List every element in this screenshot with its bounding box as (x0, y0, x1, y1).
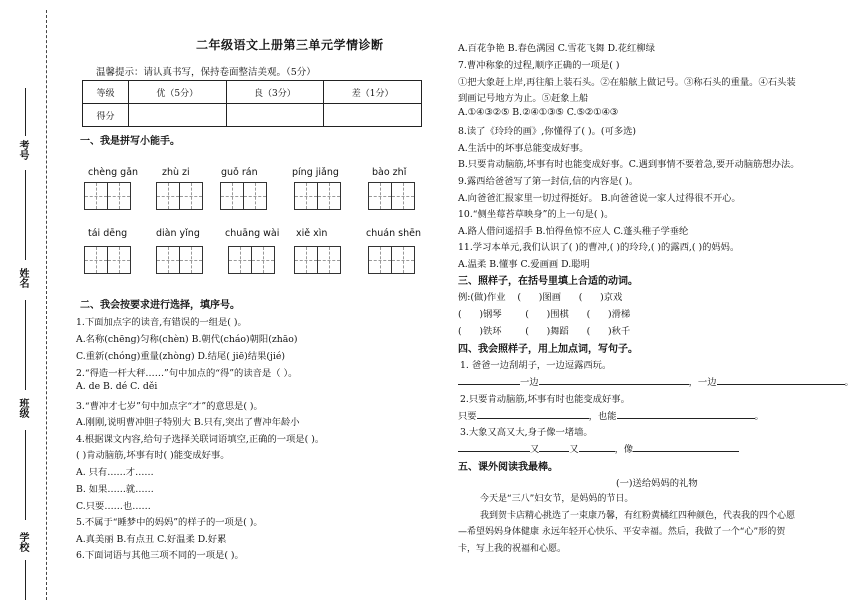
score-table-row (83, 81, 422, 104)
side-line-school (25, 560, 26, 600)
fill-word: 又 (569, 444, 579, 455)
fold-line (46, 10, 47, 600)
score-cell: 等级 (83, 81, 129, 104)
writing-tip: 温馨提示：请认真书写，保持卷面整洁美观。（5分） (96, 67, 316, 78)
fill-word: ，一边 (688, 377, 717, 388)
pinyin-7: diàn yǐng (156, 228, 200, 239)
writing-boxes[interactable] (84, 182, 130, 210)
side-label-name: 姓名 (17, 268, 28, 288)
verb-row: ( )钢琴 ( )围棋 ( )滑梯 (458, 309, 631, 320)
side-line-class (25, 430, 26, 520)
pinyin-3: guǒ rán (221, 167, 258, 178)
sentence-fill[interactable] (458, 374, 854, 388)
section-5-title: 五、课外阅读我最棒。 (458, 462, 558, 473)
question-line: A. 只有……才…… (76, 467, 154, 478)
writing-boxes[interactable] (368, 246, 414, 274)
question-line: A.名称(chēng)匀称(chèn) B.朝代(cháo)朝阳(zhāo) (76, 334, 298, 345)
score-table (82, 80, 422, 127)
question-line: C.重新(chóng)重量(zhòng) D.结尾( jiē)结果(jié) (76, 351, 285, 362)
question-line: 5.不属于“睡梦中的妈妈”的样子的一项是( )。 (76, 517, 263, 528)
question-line: 4.根据课文内容,给句子选择关联词语填空,正确的一项是( )。 (76, 434, 325, 445)
sentence-example: 3.大象又高又大,身子像一堵墙。 (460, 427, 593, 438)
score-cell: 得分 (83, 104, 129, 127)
score-cell[interactable] (128, 104, 226, 127)
side-line-exam-number-lower (25, 170, 26, 260)
side-label-exam-number: 考号 (17, 140, 28, 160)
question-line: 11.学习本单元,我们认识了( )的曹冲,( )的玲玲,( )的露西,( )的妈妈。 (458, 242, 740, 253)
fill-word: ，也能 (588, 411, 617, 422)
page-title: 二年级语文上册第三单元学情诊断 (196, 38, 384, 52)
verb-item: 钢琴 (483, 309, 502, 320)
passage-line: 我到贺卡店精心挑选了一束康乃馨，有红粉黄橘红四种颜色，代表我的四个心愿 (480, 511, 796, 521)
question-line: A.百花争艳 B.春色满园 C.雪花飞舞 D.花红柳绿 (458, 43, 655, 54)
section-1-title: 一、我是拼写小能手。 (80, 136, 180, 147)
question-line: 8.读了《玲玲的画》,你懂得了( )。(可多选) (458, 126, 637, 137)
question-line: B.只要肯动脑筋,坏事有时也能变成好事。C.遇到事情不要着急,要开动脑筋想办法。 (458, 159, 800, 170)
question-line: 9.露西给爸爸写了第一封信,信的内容是( )。 (458, 176, 639, 187)
verb-item: 围棋 (550, 309, 569, 320)
passage-line: —希望妈妈身体健康 永远年轻开心快乐、平安幸福。然后，我做了一个“心”形的贺 (458, 527, 786, 537)
question-line: A.①④③②⑤ B.②④①③⑤ C.⑤②①④③ (458, 107, 619, 118)
question-line: A.真美丽 B.有点丑 C.好温柔 D.好累 (76, 534, 227, 545)
fill-word: 又 (530, 444, 540, 455)
fill-word: 。 (844, 377, 854, 388)
score-cell[interactable] (324, 104, 422, 127)
passage-line: 卡，写上我的祝福和心愿。 (458, 544, 567, 554)
question-line: ( )肯动脑筋,坏事有时( )能变成好事。 (76, 450, 230, 461)
question-line: 1.下面加点字的读音,有错误的一组是( )。 (76, 317, 247, 328)
writing-boxes[interactable] (220, 182, 266, 210)
verb-row: ( )铁环 ( )舞蹈 ( )秋千 (458, 326, 631, 337)
fill-word: ，像 (614, 444, 634, 455)
side-label-class: 班级 (17, 398, 28, 418)
score-cell: 差（1分） (324, 81, 422, 104)
question-line: 6.下面词语与其他三项不同的一项是( )。 (76, 550, 244, 561)
verb-example: 例:(做)作业 ( )图画 ( )京戏 (458, 292, 623, 303)
question-line: A.路人借问遥招手 B.怕得鱼惊不应人 C.蓬头稚子学垂纶 (458, 226, 689, 237)
verb-item: 铁环 (483, 326, 502, 337)
score-cell: 良（3分） (226, 81, 324, 104)
question-line: C.只要……也…… (76, 501, 151, 512)
sentence-fill[interactable] (458, 441, 739, 455)
passage-line: 今天是“三八”妇女节，是妈妈的节日。 (480, 494, 634, 504)
side-line-exam-number (25, 88, 26, 136)
fill-word: 。 (754, 411, 764, 422)
score-cell: 优（5分） (128, 81, 226, 104)
verb-item: 滑梯 (611, 309, 631, 320)
pinyin-5: bào zhǐ (372, 167, 407, 178)
score-table-row (83, 104, 422, 127)
writing-boxes[interactable] (228, 246, 274, 274)
question-line: A.生活中的坏事总能变成好事。 (458, 143, 589, 154)
pinyin-10: chuán shēn (366, 228, 421, 239)
question-line: B. 如果……就…… (76, 484, 154, 495)
example-text: 例:(做)作业 (458, 292, 506, 303)
verb-item: 图画 (542, 292, 561, 303)
verb-item: 秋千 (611, 326, 631, 337)
writing-boxes[interactable] (156, 182, 202, 210)
side-line-name (25, 300, 26, 390)
writing-boxes[interactable] (294, 182, 340, 210)
question-line: 7.曹冲称象的过程,顺序正确的一项是( ) (458, 60, 620, 71)
question-line: 3.“曹冲才七岁”句中加点字“才”的意思是( )。 (76, 401, 263, 412)
question-line: A.刚刚,说明曹冲胆子特别大 B.只有,突出了曹冲年龄小 (76, 417, 300, 428)
pinyin-4: píng jiǎng (292, 167, 339, 178)
writing-boxes[interactable] (84, 246, 130, 274)
section-2-title: 二、我会按要求进行选择，填序号。 (80, 300, 240, 311)
verb-item: 京戏 (603, 292, 623, 303)
section-3-title: 三、照样子，在括号里填上合适的动词。 (458, 276, 638, 287)
writing-boxes[interactable] (156, 246, 202, 274)
section-4-title: 四、我会照样子，用上加点词，写句子。 (458, 344, 638, 355)
pinyin-8: chuāng wài (225, 228, 280, 239)
passage-title: (一)送给妈妈的礼物 (616, 478, 698, 489)
score-cell[interactable] (226, 104, 324, 127)
question-line: A.向爸爸汇报家里一切过得挺好。 B.向爸爸说一家人过得很不开心。 (458, 193, 741, 204)
question-line: 2.“得造一杆大秤……”句中加点的“得”的读音是（ ）。 (76, 368, 298, 379)
question-line: 10.“侧坐莓苔草映身”的上一句是( )。 (458, 209, 614, 220)
fill-word: 只要 (458, 411, 477, 422)
sentence-fill[interactable] (458, 408, 764, 422)
question-line: 到画记号地方为止。⑤赶象上船 (458, 93, 589, 104)
question-line: A. de B. dé C. děi (76, 381, 158, 392)
question-line: A.温柔 B.懂事 C.爱画画 D.聪明 (458, 259, 590, 270)
side-label-school: 学校 (17, 532, 28, 552)
sentence-example: 1. 爸爸一边刮胡子，一边逗露西玩。 (460, 360, 612, 371)
pinyin-2: zhù zi (162, 167, 190, 178)
sentence-example: 2.只要肯动脑筋,坏事有时也能变成好事。 (460, 394, 630, 405)
writing-boxes[interactable] (368, 182, 414, 210)
verb-item: 舞蹈 (550, 326, 569, 337)
question-line: ①把大象赶上岸,再往船上装石头。②在船舷上做记号。③称石头的重量。④石头装 (458, 77, 796, 88)
pinyin-6: tái dēng (88, 228, 128, 239)
writing-boxes[interactable] (294, 246, 340, 274)
pinyin-1: chèng gǎn (88, 167, 139, 178)
pinyin-9: xiě xìn (296, 228, 328, 239)
fill-word: 一边 (520, 377, 539, 388)
